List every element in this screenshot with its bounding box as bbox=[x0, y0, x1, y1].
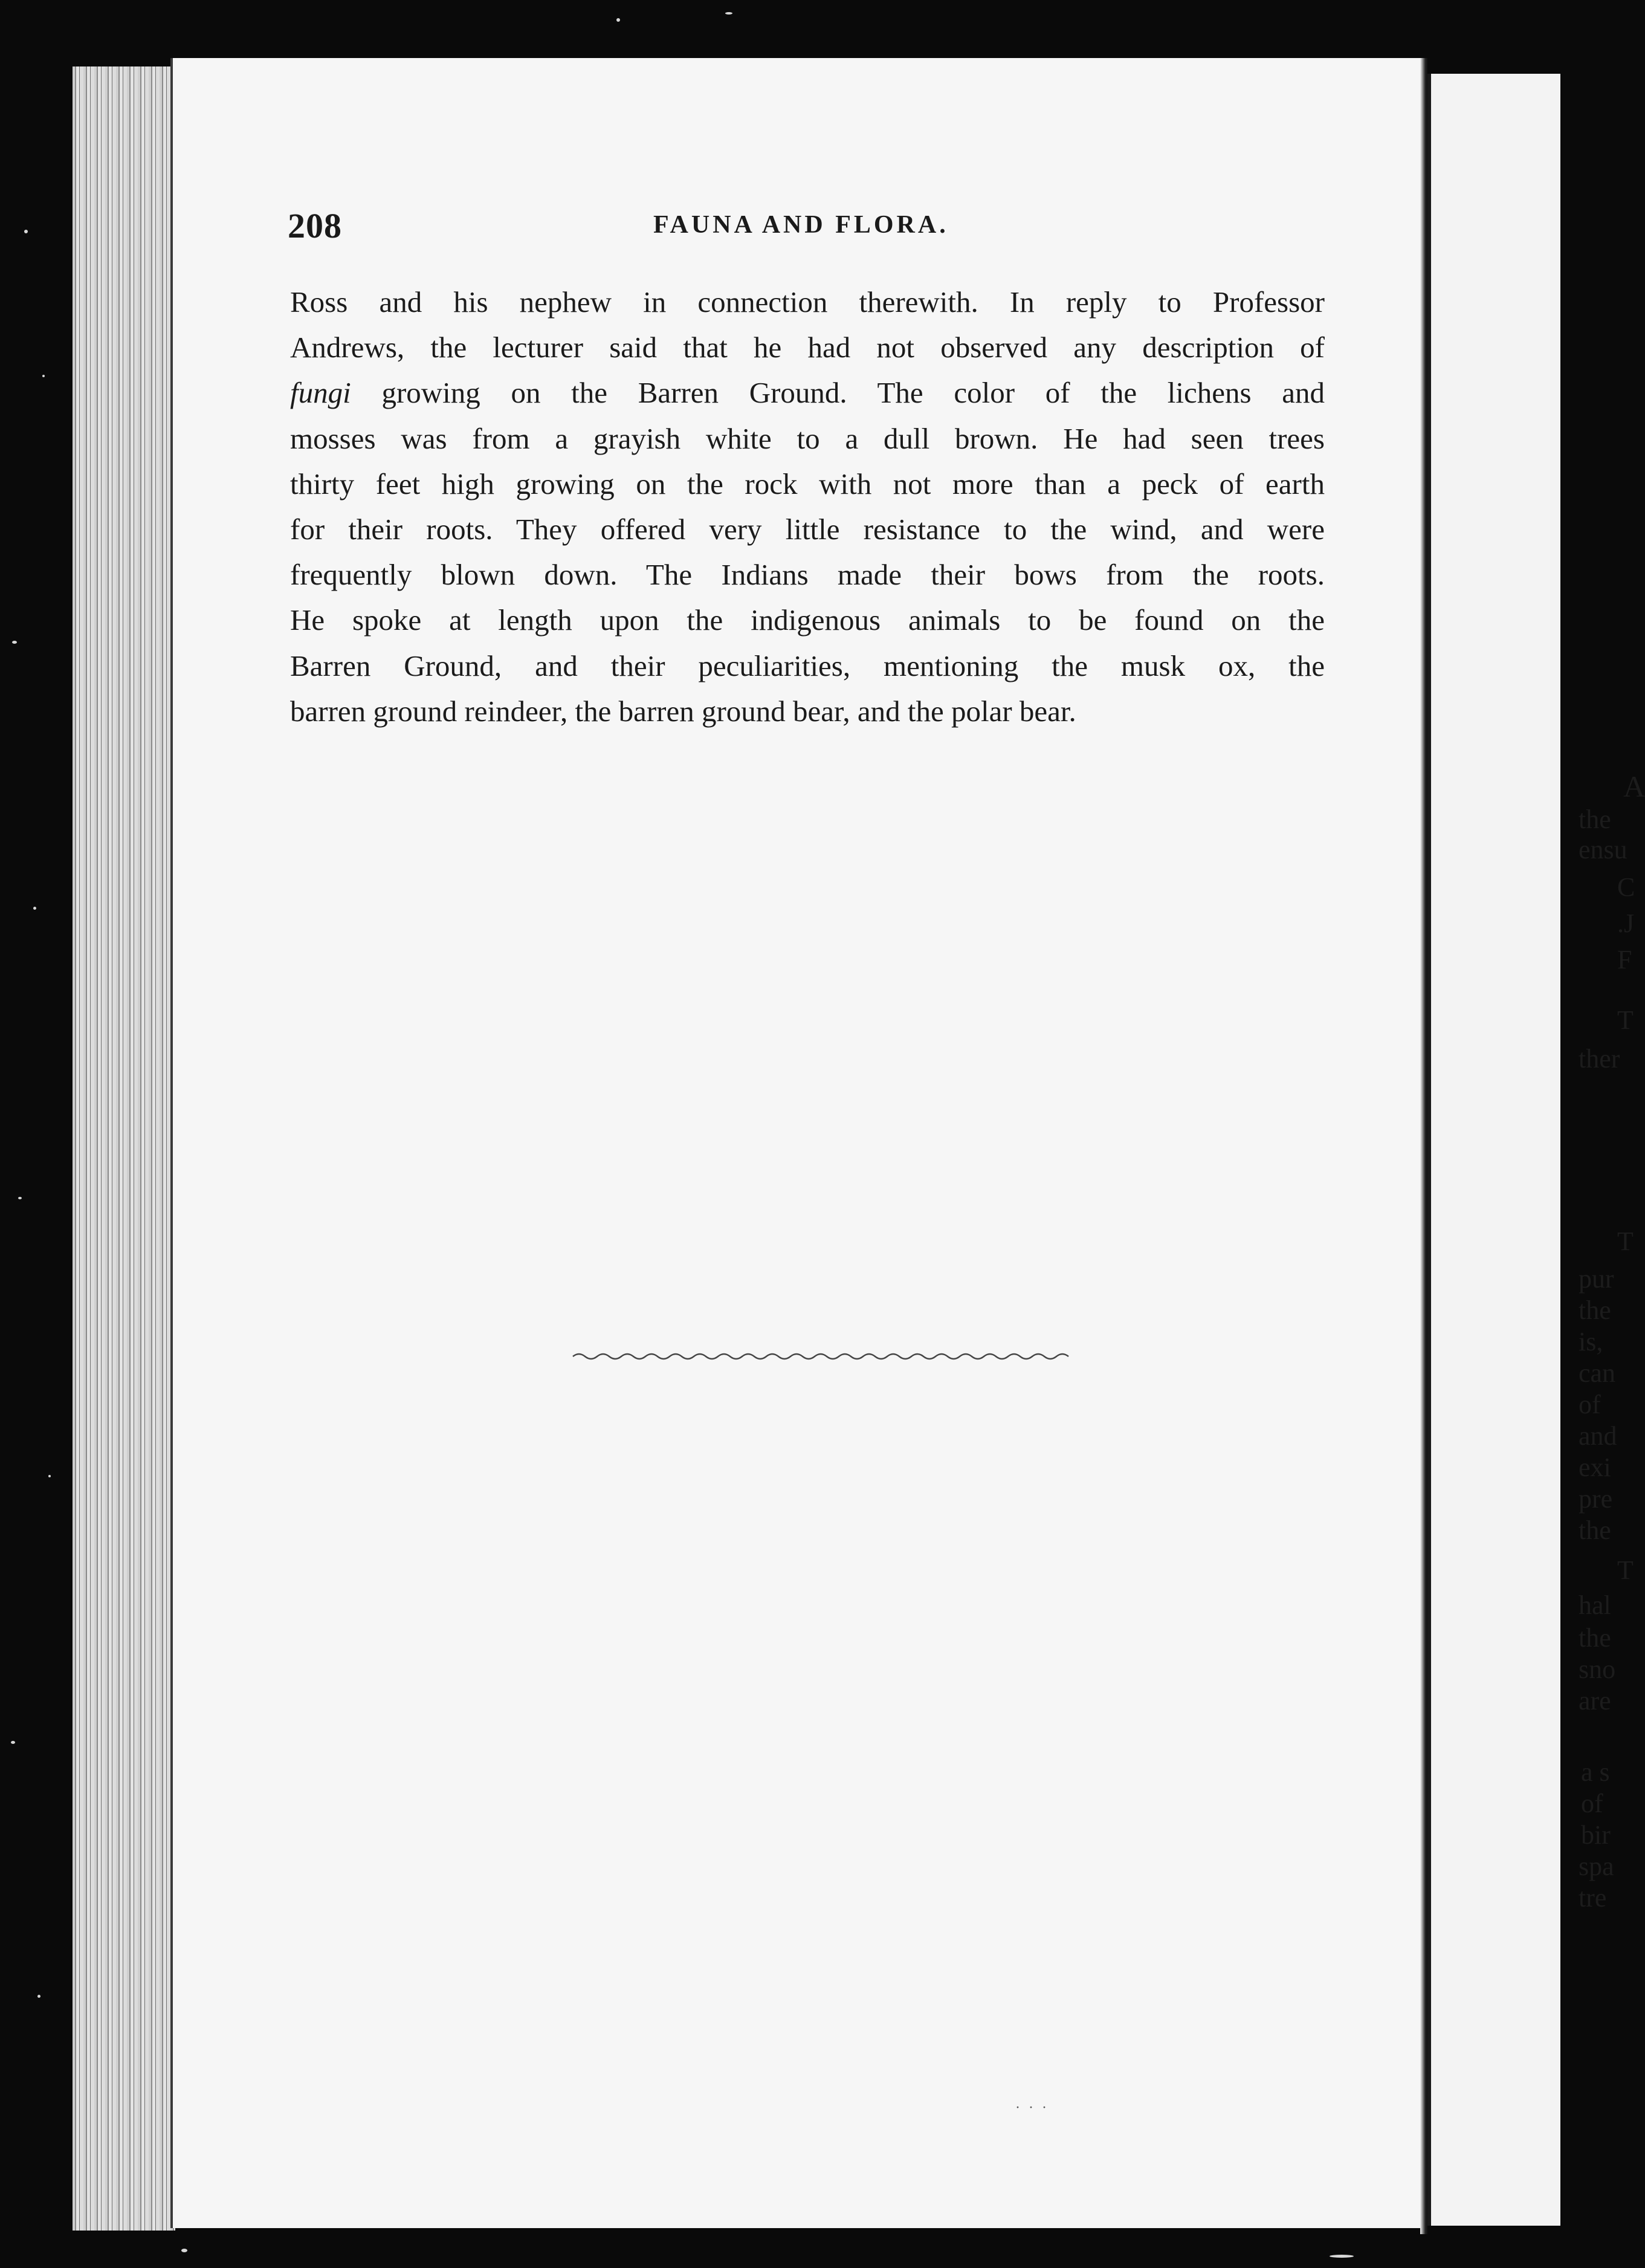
facing-line: of bbox=[1581, 1789, 1603, 1818]
text-line: frequently blown down. The Indians made their bows from the roots. bbox=[290, 558, 1325, 592]
facing-line: sno bbox=[1579, 1654, 1616, 1684]
facing-line: tre bbox=[1579, 1883, 1607, 1913]
facing-line: the bbox=[1579, 1623, 1611, 1653]
text-line: mosses was from a grayish white to a dull brown. He had seen trees bbox=[290, 421, 1325, 455]
facing-line: hal bbox=[1579, 1590, 1611, 1620]
facing-line: A bbox=[1623, 770, 1645, 803]
facing-line: exi bbox=[1579, 1453, 1611, 1482]
italic-word: fungi bbox=[290, 376, 351, 410]
facing-line: .J bbox=[1617, 909, 1635, 938]
facing-line: of bbox=[1579, 1390, 1601, 1419]
text-line: He spoke at length upon the indigenous animals to be found on the bbox=[290, 603, 1325, 637]
section-end-ornament bbox=[573, 1349, 1068, 1364]
facing-line: C bbox=[1617, 872, 1635, 902]
text-line: Andrews, the lecturer said that he had not observed any description of bbox=[290, 331, 1325, 364]
scan-speck bbox=[11, 1741, 15, 1744]
scan-speck bbox=[18, 1197, 22, 1199]
scan-speck bbox=[1330, 2255, 1354, 2258]
facing-line: F bbox=[1617, 945, 1632, 974]
scan-speck bbox=[12, 641, 17, 644]
facing-line: a s bbox=[1581, 1757, 1610, 1787]
scan-speck bbox=[33, 907, 36, 910]
facing-line: and bbox=[1579, 1421, 1617, 1451]
scan-speck bbox=[725, 12, 732, 15]
facing-line: the bbox=[1579, 1515, 1611, 1545]
scan-speck bbox=[181, 2249, 187, 2252]
right-page-fragment bbox=[1427, 74, 1645, 2226]
speck-marks: · · · bbox=[1015, 2100, 1049, 2116]
page-header bbox=[288, 206, 1327, 254]
facing-line: the bbox=[1579, 1295, 1611, 1325]
facing-line: is, bbox=[1579, 1327, 1603, 1356]
text-line: thirty feet high growing on the rock with not more than a peck of earth bbox=[290, 467, 1325, 501]
scan-speck bbox=[616, 18, 620, 22]
facing-line: are bbox=[1579, 1686, 1611, 1716]
scan-speck bbox=[24, 230, 28, 233]
facing-line: bir bbox=[1581, 1820, 1611, 1850]
text-line: Barren Ground, and their peculiarities, mentioning the musk ox, the bbox=[290, 649, 1325, 682]
page-number: 208 bbox=[288, 206, 342, 245]
text-line-rest: growing on the Barren Ground. The color of the lichens and bbox=[381, 376, 1325, 410]
page-edges bbox=[73, 66, 175, 2231]
running-head: FAUNA AND FLORA. bbox=[653, 211, 949, 239]
facing-line: T bbox=[1617, 1555, 1634, 1585]
facing-line: ensu bbox=[1579, 835, 1627, 864]
book-gutter bbox=[1420, 58, 1427, 2234]
scan-speck bbox=[37, 1995, 40, 1998]
scan-speck bbox=[48, 1475, 51, 1477]
facing-line: the bbox=[1579, 805, 1611, 834]
facing-line: T bbox=[1617, 1226, 1634, 1256]
body-paragraph bbox=[290, 279, 1325, 734]
text-line-with-italic bbox=[290, 370, 1325, 415]
facing-line: pre bbox=[1579, 1484, 1613, 1514]
text-line: for their roots. They offered very little resistance to the wind, and were bbox=[290, 512, 1325, 546]
facing-line: ther bbox=[1579, 1044, 1620, 1074]
facing-line: can bbox=[1579, 1358, 1616, 1388]
facing-line: pur bbox=[1579, 1264, 1614, 1294]
text-line: barren ground reindeer, the barren ground bear, and the polar bear. bbox=[290, 694, 1076, 728]
text-line: Ross and his nephew in connection therewith. In reply to Professor bbox=[290, 285, 1325, 319]
scan-speck bbox=[42, 375, 45, 377]
facing-line: T bbox=[1617, 1005, 1634, 1035]
facing-line: spa bbox=[1579, 1852, 1614, 1881]
